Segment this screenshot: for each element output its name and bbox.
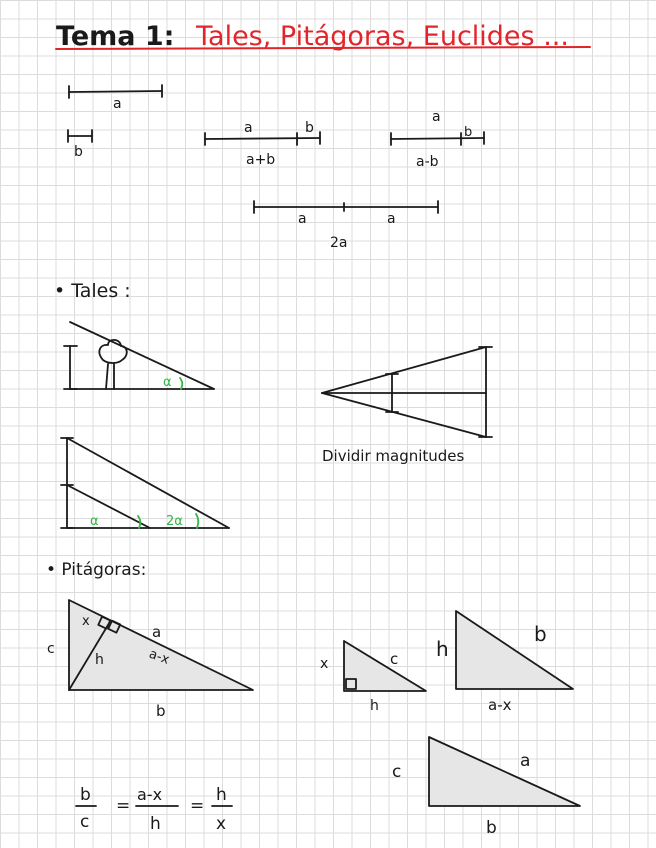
large-b-label: b [486,818,497,838]
big-x-label: x [82,614,90,629]
tales-alpha-2: α [90,514,99,529]
dividir-magnitudes-diagram [322,347,492,437]
medium-b-label: b [534,622,547,646]
big-c-label: c [47,641,55,657]
segment-a-plus-b [205,132,320,145]
label-b: b [74,144,83,160]
tales-nested-triangles [61,438,229,528]
pitagoras-heading: • Pitágoras: [46,560,147,580]
small-x-label: x [320,656,329,672]
tales-tree-diagram [64,322,214,389]
dividir-caption: Dividir magnitudes [322,447,465,465]
label-double-a1: a [298,211,307,227]
label-sum-a: a [244,120,253,136]
label-diff-a: a [432,109,441,125]
title-prefix: Tema 1: [56,21,175,52]
tales-alpha: α [163,375,172,390]
big-b-label: b [156,702,166,720]
big-h-label: h [95,652,104,668]
pitagoras-big-triangle [69,600,253,690]
large-c-label: c [392,762,402,782]
label-diff: a-b [416,154,439,170]
formula-h1: h [150,814,161,834]
label-sum: a+b [246,152,276,168]
label-diff-b: b [464,125,473,140]
small-h-label: h [370,698,379,714]
formula-eq-1: = [116,796,131,816]
formula-eq-2: = [190,796,205,816]
pitagoras-medium-triangle [456,611,573,689]
medium-h-label: h [436,637,449,661]
small-c-label: c [390,650,399,668]
big-a-minus-x-label: a-x [146,646,172,668]
pitagoras-large-triangle [429,737,580,806]
label-double-a2: a [387,211,396,227]
label-sum-b: b [305,120,314,136]
formula-a-minus-x: a-x [137,785,163,804]
formula-x: x [216,814,227,834]
formula-c: c [80,812,90,832]
title-topic: Tales, Pitágoras, Euclides ... [196,21,569,52]
formula-b: b [80,785,91,805]
medium-a-minus-x-label: a-x [488,696,512,714]
tales-two-alpha: 2α [166,514,183,529]
pitagoras-small-triangle [344,641,426,691]
tales-heading: • Tales : [54,280,131,302]
segment-b [68,130,92,142]
segment-2a [254,201,438,213]
label-double: 2a [330,235,348,251]
big-a-label: a [152,623,162,641]
large-a-label: a [520,751,531,771]
formula-h2: h [216,785,227,805]
label-a: a [113,96,122,112]
